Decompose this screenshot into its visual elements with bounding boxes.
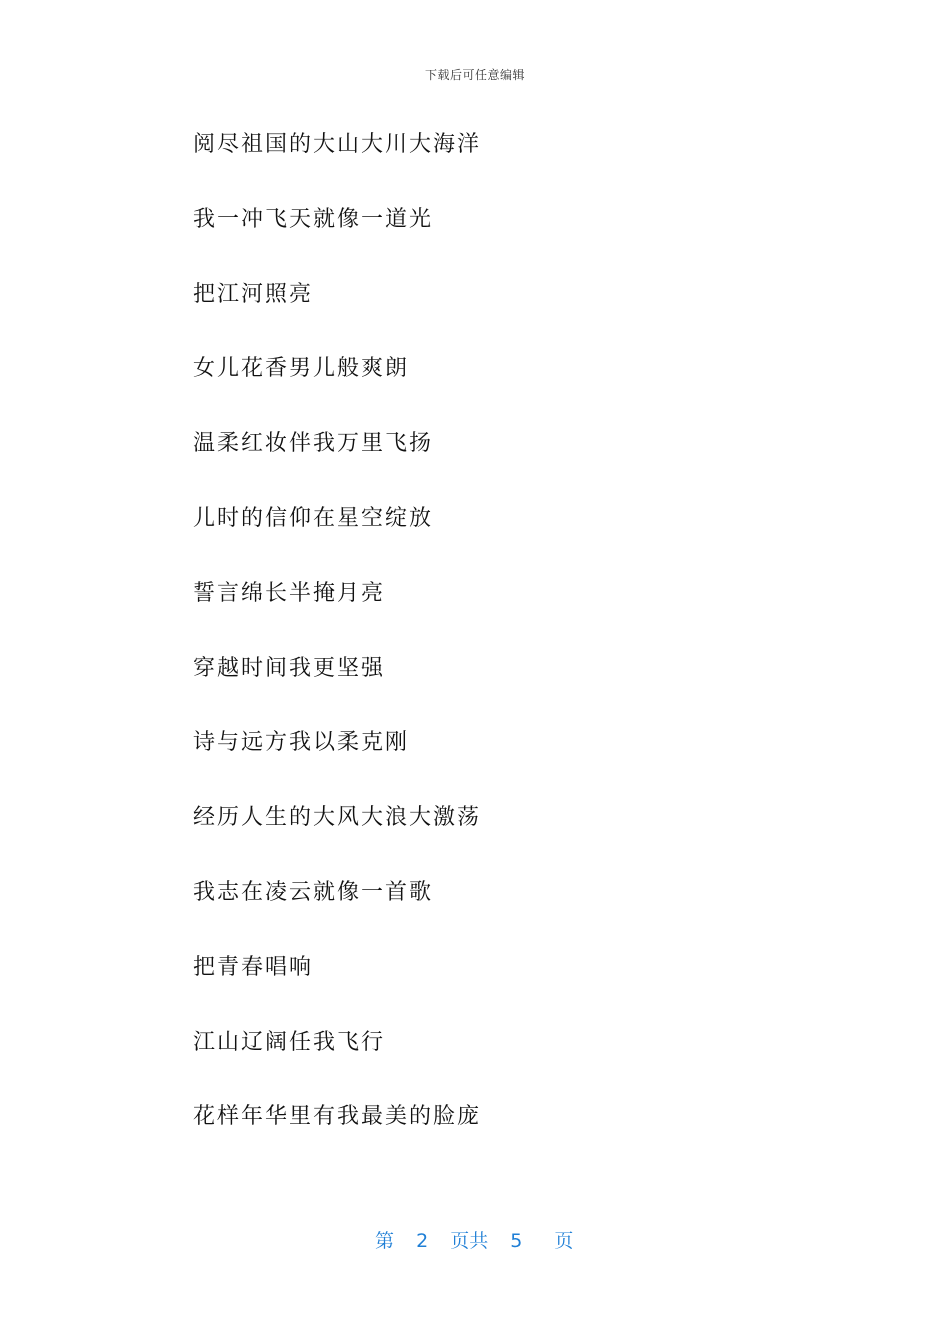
lyric-line: 我志在凌云就像一首歌 [193, 879, 434, 905]
lyric-line: 女儿花香男儿般爽朗 [193, 356, 410, 382]
lyric-line: 温柔红妆伴我万里飞扬 [193, 431, 434, 457]
lyric-line: 江山辽阔任我飞行 [193, 1029, 386, 1055]
lyric-line: 阅尽祖国的大山大川大海洋 [193, 132, 482, 157]
footer-label-page: 第 [375, 1230, 395, 1252]
lyrics-list [193, 128, 481, 1175]
header-note: 下载后可任意编辑 [424, 68, 525, 82]
page-footer [375, 1226, 573, 1253]
lyric-line: 誓言绵长半掩月亮 [193, 580, 386, 606]
footer-total-pages: 5 [510, 1230, 523, 1252]
footer-current-page: 2 [416, 1230, 429, 1252]
lyric-line: 儿时的信仰在星空绽放 [193, 505, 434, 531]
footer-label-of: 页共 [450, 1230, 489, 1252]
lyric-line: 经历人生的大风大浪大激荡 [193, 805, 482, 831]
lyric-line: 诗与远方我以柔克刚 [193, 730, 410, 756]
lyric-line: 我一冲飞天就像一道光 [193, 206, 434, 232]
lyric-line: 穿越时间我更坚强 [193, 655, 386, 681]
footer-label-end: 页 [554, 1230, 574, 1252]
lyric-line: 把江河照亮 [193, 281, 314, 307]
lyric-line: 把青春唱响 [193, 954, 314, 980]
lyric-line: 花样年华里有我最美的脸庞 [193, 1104, 482, 1130]
